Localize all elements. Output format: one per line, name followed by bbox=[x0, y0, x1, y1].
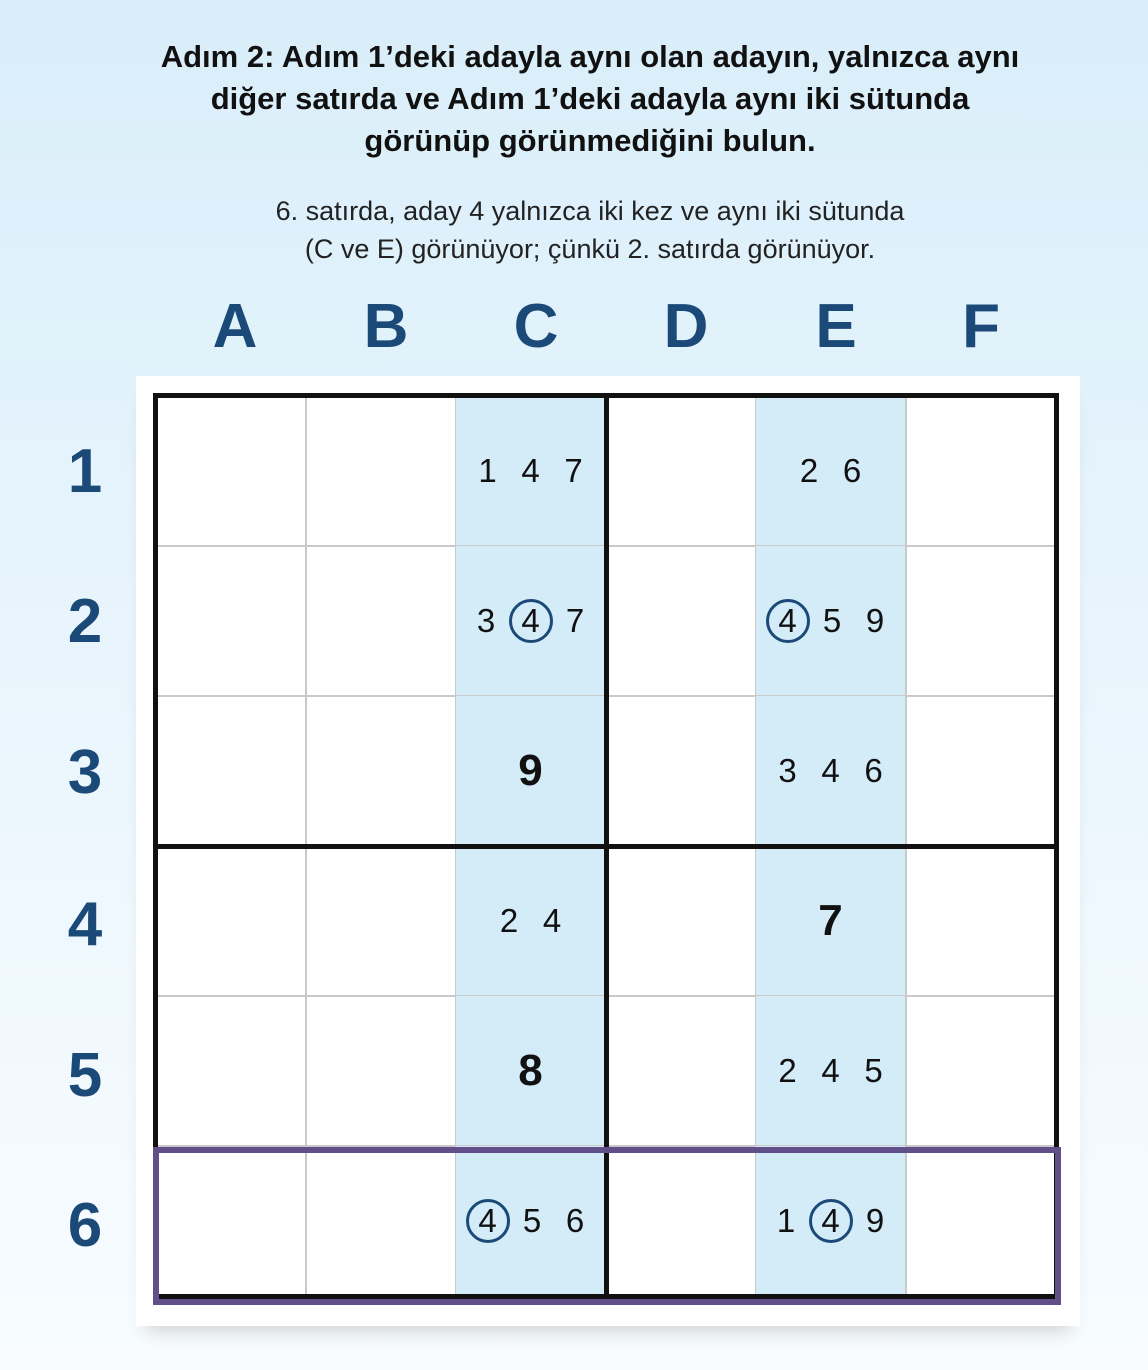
given-digit: 7 bbox=[818, 895, 843, 945]
row-label-1: 1 bbox=[67, 437, 103, 506]
cell-d4[interactable] bbox=[606, 846, 757, 997]
cell-d1[interactable] bbox=[606, 396, 757, 547]
given-digit: 8 bbox=[518, 1045, 543, 1095]
cell-b1[interactable] bbox=[306, 396, 457, 547]
cell-f4[interactable] bbox=[906, 846, 1057, 997]
candidate-list bbox=[766, 752, 895, 790]
row-label-5: 5 bbox=[67, 1041, 103, 1110]
circled-candidate: 4 bbox=[766, 599, 810, 643]
cell-d2[interactable] bbox=[606, 546, 757, 697]
cell-c5[interactable] bbox=[456, 996, 607, 1147]
step-title-line-3: görünüp görünmediğini bulun. bbox=[364, 123, 816, 158]
candidate: 1 bbox=[478, 451, 497, 489]
cell-b5[interactable] bbox=[306, 996, 457, 1147]
cell-e3[interactable] bbox=[756, 696, 907, 847]
row-label-6: 6 bbox=[67, 1191, 103, 1260]
candidate: 9 bbox=[865, 1201, 885, 1239]
circled-candidate: 4 bbox=[509, 599, 553, 643]
candidate: 2 bbox=[499, 901, 519, 939]
cell-d5[interactable] bbox=[606, 996, 757, 1147]
given-digit: 9 bbox=[518, 745, 543, 795]
candidate: 2 bbox=[778, 1051, 797, 1089]
row-label-2: 2 bbox=[67, 587, 103, 656]
candidate: 3 bbox=[778, 751, 797, 789]
cell-f1[interactable] bbox=[906, 396, 1057, 547]
step-title-line-2: diğer satırda ve Adım 1’deki adayla aynı iki sütunda bbox=[210, 81, 970, 116]
cell-b4[interactable] bbox=[306, 846, 457, 997]
candidate: 6 bbox=[565, 1201, 585, 1239]
circled-candidate: 4 bbox=[466, 1199, 510, 1243]
cell-c4[interactable] bbox=[456, 846, 607, 997]
candidate: 4 bbox=[542, 901, 562, 939]
box-divider-horizontal bbox=[153, 844, 1059, 849]
candidate-list bbox=[466, 452, 595, 490]
cell-a2[interactable] bbox=[156, 546, 307, 697]
column-label-e: E bbox=[815, 292, 857, 361]
candidate: 3 bbox=[476, 601, 496, 639]
column-label-d: D bbox=[663, 292, 709, 361]
cell-e4[interactable] bbox=[756, 846, 907, 997]
cell-b2[interactable] bbox=[306, 546, 457, 697]
candidate: 1 bbox=[776, 1201, 796, 1239]
cell-c2[interactable] bbox=[456, 546, 607, 697]
candidate: 6 bbox=[842, 451, 862, 489]
candidate-list bbox=[788, 452, 874, 490]
cell-e2[interactable] bbox=[756, 546, 907, 697]
row-6-highlight-frame bbox=[153, 1147, 1061, 1305]
row-label-4: 4 bbox=[67, 890, 103, 959]
candidate: 6 bbox=[864, 751, 883, 789]
candidate: 2 bbox=[799, 451, 819, 489]
step-title bbox=[60, 36, 1120, 162]
candidate: 5 bbox=[864, 1051, 883, 1089]
step-title-line-1: Adım 2: Adım 1’deki adayla aynı olan adayın, yalnızca aynı bbox=[160, 39, 1020, 74]
candidate: 7 bbox=[565, 601, 585, 639]
cell-c3[interactable] bbox=[456, 696, 607, 847]
candidate-list bbox=[766, 1052, 895, 1090]
cell-c1[interactable] bbox=[456, 396, 607, 547]
cell-a3[interactable] bbox=[156, 696, 307, 847]
candidate: 4 bbox=[821, 1051, 840, 1089]
step-explanation bbox=[60, 192, 1120, 268]
cell-e5[interactable] bbox=[756, 996, 907, 1147]
cell-a5[interactable] bbox=[156, 996, 307, 1147]
column-label-a: A bbox=[212, 292, 258, 361]
cell-a1[interactable] bbox=[156, 396, 307, 547]
cell-f5[interactable] bbox=[906, 996, 1057, 1147]
cell-f3[interactable] bbox=[906, 696, 1057, 847]
row-label-3: 3 bbox=[67, 738, 103, 807]
column-label-c: C bbox=[513, 292, 559, 361]
column-label-f: F bbox=[962, 292, 1000, 361]
step-explanation-line-1: 6. satırda, aday 4 yalnızca iki kez ve aynı iki sütunda bbox=[275, 196, 905, 226]
candidate-list bbox=[465, 599, 597, 643]
candidate: 4 bbox=[821, 751, 840, 789]
column-label-b: B bbox=[363, 292, 409, 361]
cell-d3[interactable] bbox=[606, 696, 757, 847]
candidate-list bbox=[765, 599, 897, 643]
candidate: 5 bbox=[822, 601, 842, 639]
circled-candidate: 4 bbox=[809, 1199, 853, 1243]
cell-e1[interactable] bbox=[756, 396, 907, 547]
cell-a4[interactable] bbox=[156, 846, 307, 997]
candidate: 7 bbox=[564, 451, 583, 489]
candidate: 9 bbox=[865, 601, 885, 639]
candidate: 5 bbox=[522, 1201, 542, 1239]
step-explanation-line-2: (C ve E) görünüyor; çünkü 2. satırda görünüyor. bbox=[304, 234, 876, 264]
cell-b3[interactable] bbox=[306, 696, 457, 847]
candidate: 4 bbox=[521, 451, 540, 489]
candidate-list bbox=[488, 902, 574, 940]
cell-f2[interactable] bbox=[906, 546, 1057, 697]
